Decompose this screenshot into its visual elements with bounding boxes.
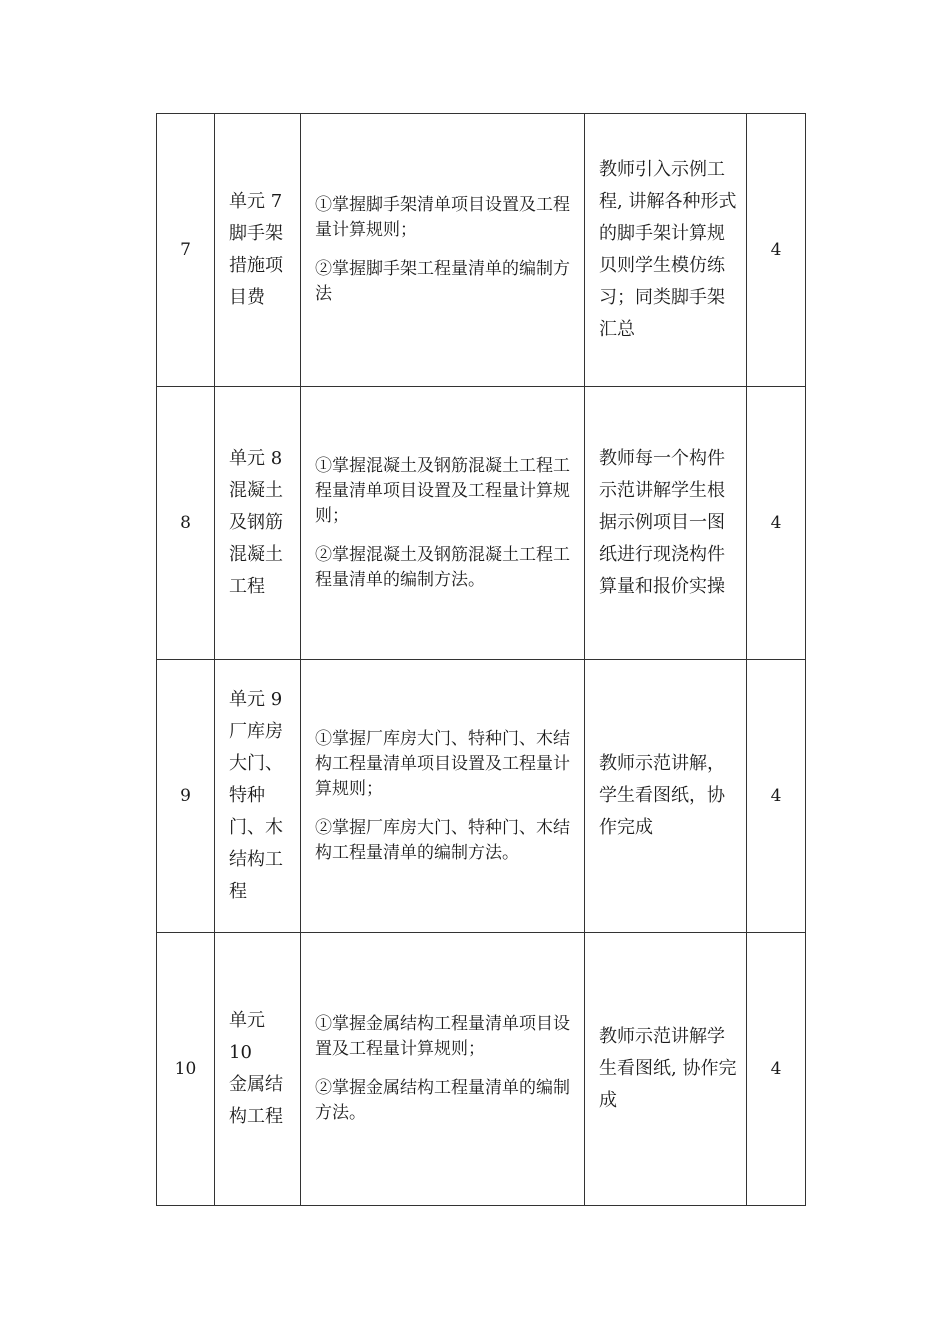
learning-goals-cell <box>301 114 585 387</box>
hours-cell: 4 <box>747 114 806 387</box>
unit-title-line: 结构工 <box>229 849 283 870</box>
goal-item: ①掌握混凝土及钢筋混凝土工程工程量清单项目设置及工程量计算规则； <box>315 455 570 526</box>
goal-item: ①掌握金属结构工程量清单项目设置及工程量计算规则； <box>315 1014 570 1059</box>
row-number-cell: 9 <box>157 660 215 933</box>
unit-title-cell <box>215 114 301 387</box>
goal-item: ①掌握脚手架清单项目设置及工程量计算规则； <box>315 195 570 240</box>
unit-title-cell <box>215 387 301 660</box>
goal-item: ①掌握厂库房大门、特种门、木结构工程量清单项目设置及工程量计算规则； <box>315 728 570 799</box>
unit-title-line: 工程 <box>229 576 265 597</box>
goal-item: ②掌握混凝土及钢筋混凝土工程工程量清单的编制方法。 <box>315 544 570 590</box>
unit-title-line: 脚手架 <box>229 223 283 244</box>
unit-title-line: 混凝土 <box>229 480 283 501</box>
goal-item: ②掌握厂库房大门、特种门、木结构工程量清单的编制方法。 <box>315 817 570 863</box>
unit-title-line: 单元 10 <box>229 1010 265 1063</box>
unit-title-line: 程 <box>229 881 247 902</box>
teaching-plan-table <box>156 113 806 1206</box>
unit-title-line: 混凝土 <box>229 544 283 565</box>
learning-goals-cell <box>301 387 585 660</box>
unit-title-line: 厂库房 <box>229 721 283 742</box>
unit-title-line: 单元 9 <box>229 689 283 710</box>
unit-title-line: 及钢筋 <box>229 512 283 533</box>
teaching-method-cell: 教师引入示例工程, 讲解各种形式的脚手架计算规贝则学生模仿练习；同类脚手架汇总 <box>585 114 747 387</box>
unit-title-line: 大门、 <box>229 753 283 774</box>
unit-title-line: 金属结 <box>229 1074 283 1095</box>
unit-title-line: 门、木 <box>229 817 283 838</box>
goal-item: ②掌握金属结构工程量清单的编制方法。 <box>315 1078 570 1123</box>
table-row <box>157 933 806 1206</box>
unit-title-cell <box>215 933 301 1206</box>
unit-title-line: 构工程 <box>229 1106 283 1127</box>
teaching-method-cell: 教师每一个构件示范讲解学生根据示例项目一图纸进行现浇构件算量和报价实操 <box>585 387 747 660</box>
row-number-cell: 10 <box>157 933 215 1206</box>
unit-title-line: 目费 <box>229 287 265 308</box>
teaching-method-cell: 教师示范讲解学生看图纸, 协作完成 <box>585 933 747 1206</box>
table-row <box>157 660 806 933</box>
unit-title-cell <box>215 660 301 933</box>
row-number-cell: 7 <box>157 114 215 387</box>
unit-title-line: 单元 7 <box>229 191 283 212</box>
hours-cell: 4 <box>747 660 806 933</box>
unit-title-line: 措施项 <box>229 255 283 276</box>
hours-cell: 4 <box>747 387 806 660</box>
hours-cell: 4 <box>747 933 806 1206</box>
table-row <box>157 387 806 660</box>
goal-item: ②掌握脚手架工程量清单的编制方法 <box>315 259 570 304</box>
unit-title-line: 单元 8 <box>229 448 283 469</box>
row-number-cell: 8 <box>157 387 215 660</box>
table-row <box>157 114 806 387</box>
teaching-method-cell: 教师示范讲解，学生看图纸，协作完成 <box>585 660 747 933</box>
learning-goals-cell <box>301 933 585 1206</box>
unit-title-line: 特种 <box>229 785 265 806</box>
learning-goals-cell <box>301 660 585 933</box>
